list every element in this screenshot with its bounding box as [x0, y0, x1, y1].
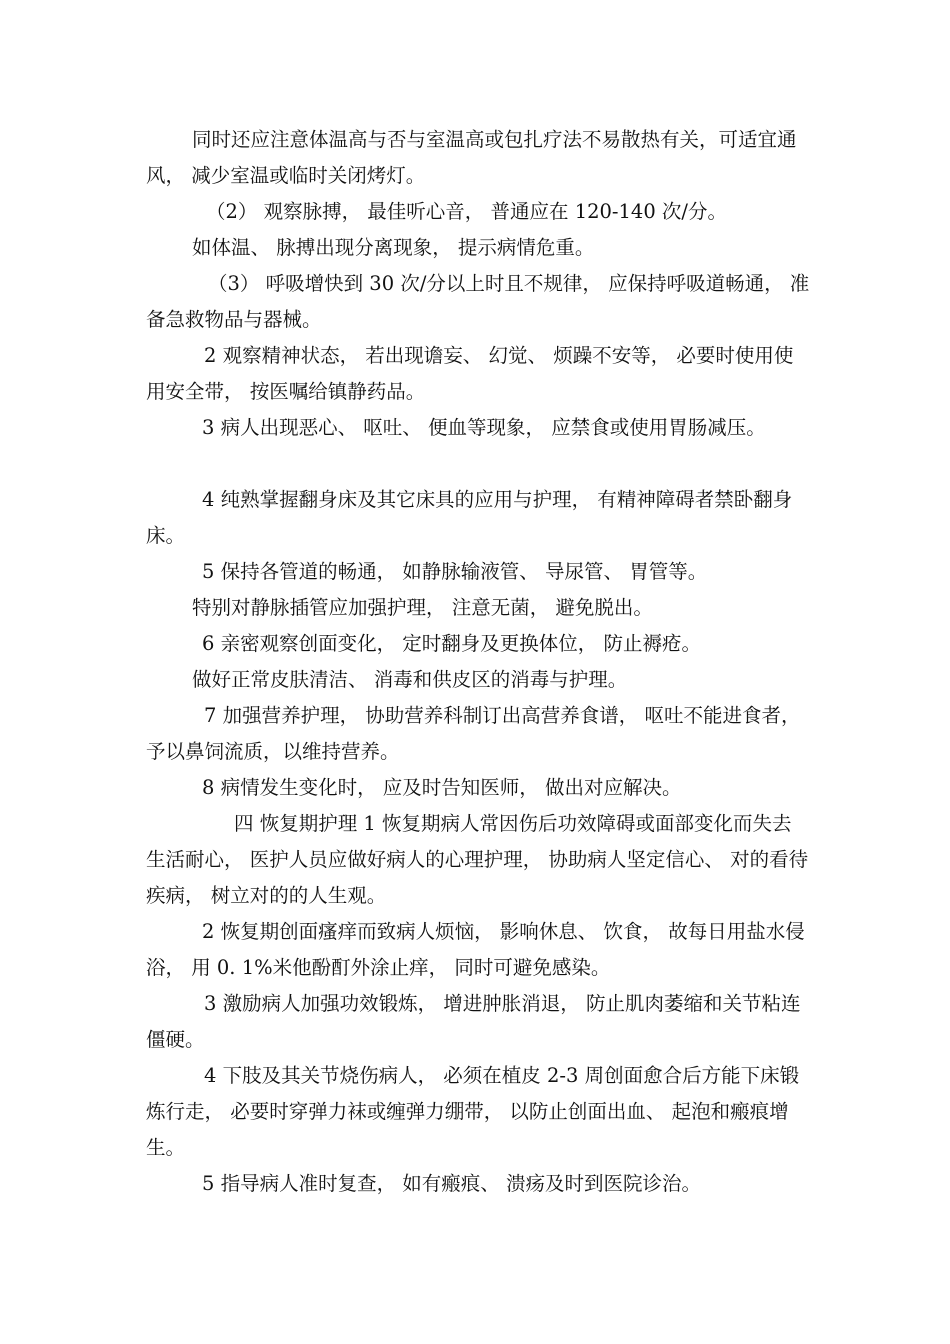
paragraph-mental-state: 2 观察精神状态， 若出现谵妄、 幻觉、 烦躁不安等， 必要时使用使用安全带， 按医嘱给镇静药品。 [146, 344, 794, 403]
paragraph-pulse-separation: 如体温、 脉搏出现分离现象， 提示病情危重。 [192, 236, 595, 259]
paragraph-follow-up: 5 指导病人准时复查， 如有瘢痕、 溃疡及时到医院诊治。 [202, 1172, 702, 1195]
paragraph-nutrition: 7 加强营养护理， 协助营养科制订出高营养食谱， 呕吐不能进食者， 予以鼻饲流质，以维持营养。 [146, 704, 801, 763]
paragraph-lower-limb: 4 下肢及其关节烧伤病人， 必须在植皮 2-3 周创面愈合后方能下床锻炼行走， 必要时穿弹力袜或缠弹力绷带， 以防止创面出血、 起泡和瘢痕增生。 [146, 1064, 800, 1159]
paragraph-pulse: （2） 观察脉搏， 最佳听心音， 普通应在 120-140 次/分。 [206, 200, 727, 223]
paragraph-venous-catheter: 特别对静脉插管应加强护理， 注意无菌， 避免脱出。 [192, 596, 653, 619]
paragraph-exercise: 3 激励病人加强功效锻炼， 增进肿胀消退， 防止肌肉萎缩和关节粘连僵硬。 [146, 992, 801, 1051]
paragraph-nausea: 3 病人出现恶心、 呕吐、 便血等现象， 应禁食或使用胃肠减压。 [202, 416, 766, 439]
paragraph-skin-cleaning: 做好正常皮肤清洁、 消毒和供皮区的消毒与护理。 [192, 668, 628, 691]
paragraph-condition-change: 8 病情发生变化时， 应及时告知医师， 做出对应解决。 [202, 776, 682, 799]
paragraph-tubes: 5 保持各管道的畅通， 如静脉输液管、 导尿管、 胃管等。 [202, 560, 708, 583]
paragraph-turning-bed: 4 纯熟掌握翻身床及其它床具的应用与护理， 有精神障碍者禁卧翻身床。 [146, 488, 793, 547]
paragraph-wound-observation: 6 亲密观察创面变化， 定时翻身及更换体位， 防止褥疮。 [202, 632, 702, 655]
paragraph-respiration: （3） 呼吸增快到 30 次/分以上时且不规律， 应保持呼吸道畅通， 准备急救物品与器械。 [146, 272, 810, 331]
paragraph-itching: 2 恢复期创面瘙痒而致病人烦恼， 影响休息、 饮食， 故每日用盐水侵浴， 用 0. 1%米他酚酊外涂止痒， 同时可避免感染。 [146, 920, 805, 979]
paragraph-temperature-note: 同时还应注意体温高与否与室温高或包扎疗法不易散热有关，可适宜通风， 减少室温或临时关闭烤灯。 [146, 128, 797, 187]
paragraph-recovery-heading: 四 恢复期护理 1 恢复期病人常因伤后功效障碍或面部变化而失去生活耐心， 医护人员应做好病人的心理护理， 协助病人坚定信心、 对的看待疾病， 树立对的的人生观。 [146, 812, 809, 907]
